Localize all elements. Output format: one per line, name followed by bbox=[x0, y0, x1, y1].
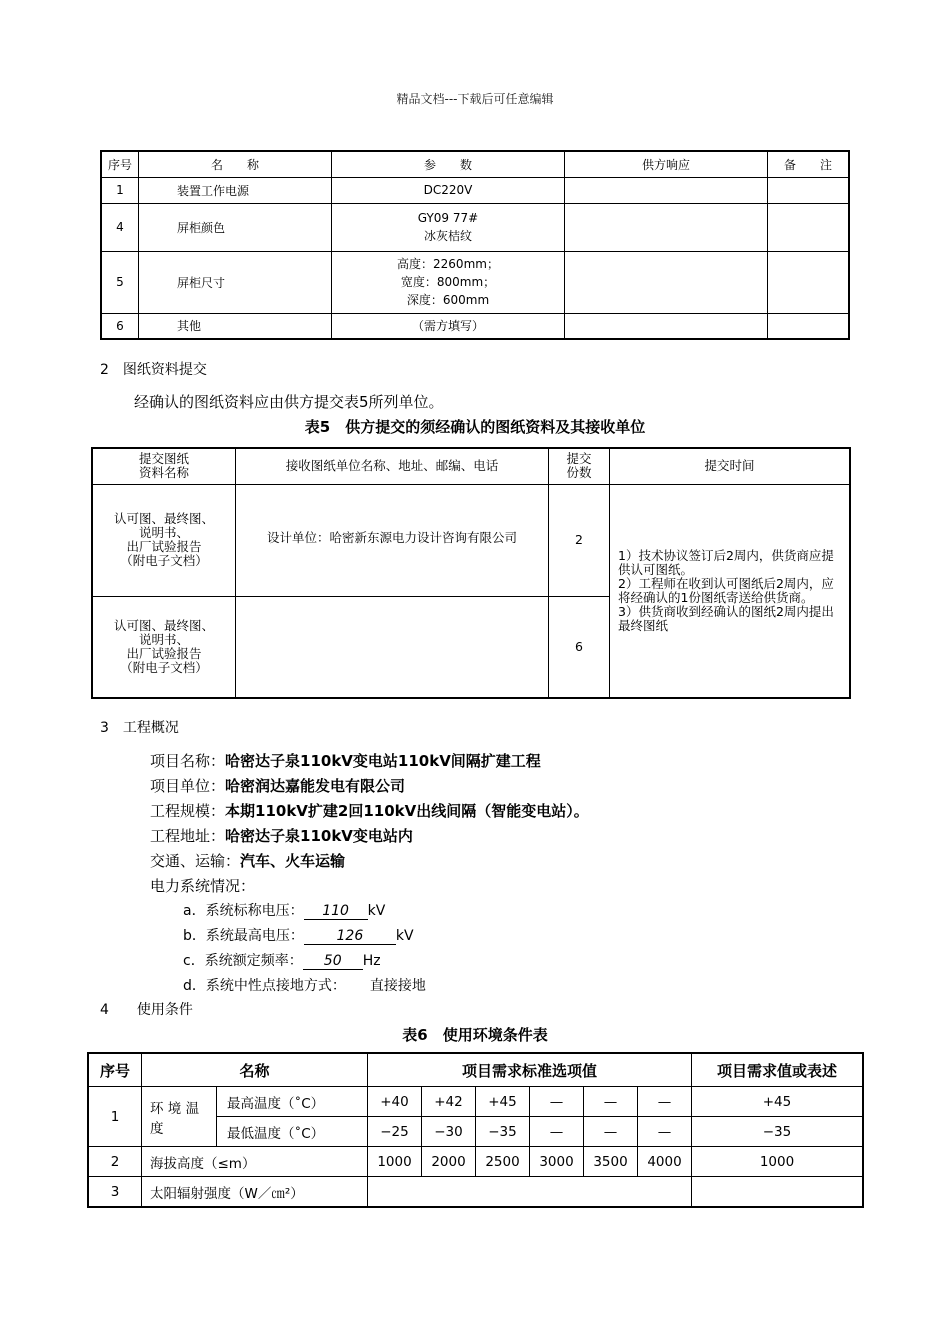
nominal-voltage-line bbox=[183, 900, 385, 920]
table-row bbox=[101, 203, 849, 251]
option-cell: 1000 bbox=[368, 1147, 422, 1177]
doc-line: 认可图、最终图、 bbox=[113, 511, 214, 526]
col-header-required: 项目需求值或表述 bbox=[692, 1053, 864, 1087]
info-label: 项目单位： bbox=[150, 777, 226, 795]
col-header-param: 参 数 bbox=[332, 151, 565, 177]
table-row bbox=[101, 177, 849, 203]
option-cell: 3000 bbox=[530, 1147, 584, 1177]
info-project-name bbox=[150, 750, 541, 771]
table-row bbox=[88, 1177, 863, 1208]
row-no: 1 bbox=[88, 1087, 142, 1147]
row-name: 海拔高度（≤m） bbox=[142, 1147, 368, 1177]
table-header-row bbox=[101, 151, 849, 177]
row-param bbox=[332, 251, 565, 313]
table-header-row bbox=[92, 448, 850, 484]
col-header-time: 提交时间 bbox=[610, 448, 851, 484]
doc-line: （附电子文档） bbox=[120, 553, 208, 568]
col-header-note: 备 注 bbox=[768, 151, 850, 177]
section-4-title: 4 使用条件 bbox=[100, 1002, 193, 1018]
option-cell: — bbox=[530, 1087, 584, 1117]
info-value: 哈密达子泉110kV变电站110kV间隔扩建工程 bbox=[225, 752, 541, 770]
row-note bbox=[768, 313, 850, 339]
table5-title: 表5 供方提交的须经确认的图纸资料及其接收单位 bbox=[304, 418, 646, 436]
row-docs bbox=[92, 484, 236, 596]
sub-unit: Hz bbox=[362, 953, 381, 969]
sub-label: a．系统标称电压： bbox=[183, 903, 304, 919]
col-header-no: 序号 bbox=[88, 1053, 142, 1087]
sub-value: 110 bbox=[304, 903, 368, 920]
row-name: 装置工作电源 bbox=[139, 177, 332, 203]
header-text: 提交图纸 资料名称 bbox=[138, 451, 189, 481]
info-project-scale bbox=[150, 800, 589, 821]
required-value bbox=[692, 1177, 864, 1208]
grounding-line bbox=[183, 975, 426, 995]
doc-line: 出厂试验报告 bbox=[126, 645, 202, 661]
sub-unit: kV bbox=[395, 928, 414, 944]
row-note bbox=[768, 251, 850, 313]
col-header-name: 名 称 bbox=[139, 151, 332, 177]
option-cell: +42 bbox=[422, 1087, 476, 1117]
option-cell: −35 bbox=[476, 1117, 530, 1147]
time-line: 3）供货商收到经确认的图纸2周内提出最终图纸 bbox=[618, 603, 834, 633]
param-line: 深度：600mm bbox=[406, 293, 490, 307]
sub-label: b．系统最高电压： bbox=[183, 928, 304, 944]
option-cell: +40 bbox=[368, 1087, 422, 1117]
row-count: 6 bbox=[549, 596, 610, 698]
option-cell: 4000 bbox=[638, 1147, 692, 1177]
row-no: 3 bbox=[88, 1177, 142, 1208]
sub-unit: kV bbox=[367, 903, 386, 919]
col-header-options: 项目需求标准选项值 bbox=[368, 1053, 692, 1087]
option-cell: +45 bbox=[476, 1087, 530, 1117]
info-transport bbox=[150, 850, 345, 871]
row-name: 太阳辐射强度（W／㎝²） bbox=[142, 1177, 368, 1208]
max-voltage-line bbox=[183, 925, 414, 945]
param-line: 宽度：800mm； bbox=[400, 275, 496, 289]
option-cell: 3500 bbox=[584, 1147, 638, 1177]
row-no: 2 bbox=[88, 1147, 142, 1177]
time-line: 2）工程师在收到认可图纸后2周内，应将经确认的1份图纸寄送给供货商。 bbox=[618, 575, 834, 605]
row-param: （需方填写） bbox=[332, 313, 565, 339]
doc-line: 认可图、最终图、 bbox=[113, 617, 214, 633]
section-2-title: 2 图纸资料提交 bbox=[100, 362, 207, 378]
section-3-title: 3 工程概况 bbox=[100, 720, 179, 736]
row-note bbox=[768, 177, 850, 203]
info-label: 交通、运输： bbox=[150, 852, 241, 870]
row-name: 屏柜颜色 bbox=[139, 203, 332, 251]
row-unit bbox=[236, 596, 549, 698]
param-line: 冰灰桔纹 bbox=[423, 229, 472, 243]
option-cell: — bbox=[584, 1087, 638, 1117]
row-response bbox=[565, 203, 768, 251]
col-header-unit: 接收图纸单位名称、地址、邮编、电话 bbox=[236, 448, 549, 484]
row-response bbox=[565, 313, 768, 339]
drawings-table bbox=[91, 447, 851, 699]
option-cell: — bbox=[638, 1117, 692, 1147]
row-no: 1 bbox=[101, 177, 139, 203]
col-header-no: 序号 bbox=[101, 151, 139, 177]
time-line: 1）技术协议签订后2周内，供货商应提供认可图纸。 bbox=[618, 547, 834, 577]
param-line: 高度：2260mm； bbox=[397, 257, 499, 271]
power-system-label: 电力系统情况： bbox=[150, 877, 256, 895]
sub-value: 50 bbox=[303, 953, 363, 970]
row-response bbox=[565, 177, 768, 203]
info-label: 工程地址： bbox=[150, 827, 226, 845]
option-cell: −30 bbox=[422, 1117, 476, 1147]
doc-line: 说明书、 bbox=[138, 631, 189, 647]
required-value: 1000 bbox=[692, 1147, 864, 1177]
section-2-paragraph: 经确认的图纸资料应由供方提交表5所列单位。 bbox=[134, 393, 444, 411]
row-response bbox=[565, 251, 768, 313]
row-name: 最高温度（˚C） bbox=[217, 1087, 368, 1117]
row-count: 2 bbox=[549, 484, 610, 596]
info-project-address bbox=[150, 825, 413, 846]
sub-label: c．系统额定频率： bbox=[183, 953, 303, 969]
required-value: −35 bbox=[692, 1117, 864, 1147]
row-name: 其他 bbox=[139, 313, 332, 339]
col-header-response: 供方响应 bbox=[565, 151, 768, 177]
row-no: 4 bbox=[101, 203, 139, 251]
row-note bbox=[768, 203, 850, 251]
row-param bbox=[332, 203, 565, 251]
option-cell: 2500 bbox=[476, 1147, 530, 1177]
info-value: 哈密润达嘉能发电有限公司 bbox=[225, 777, 406, 795]
col-header-count bbox=[549, 448, 610, 484]
sub-value: 126 bbox=[304, 928, 396, 945]
info-value: 哈密达子泉110kV变电站内 bbox=[225, 827, 413, 845]
option-cell: — bbox=[584, 1117, 638, 1147]
info-value: 本期110kV扩建2回110kV出线间隔（智能变电站）。 bbox=[225, 802, 589, 820]
frequency-line bbox=[183, 950, 381, 970]
doc-line: （附电子文档） bbox=[120, 659, 208, 675]
option-cell bbox=[368, 1177, 692, 1208]
table-header-row bbox=[88, 1053, 863, 1087]
doc-line: 说明书、 bbox=[138, 525, 189, 540]
param-line: GY09 77# bbox=[417, 211, 479, 225]
table-row bbox=[88, 1087, 863, 1117]
info-value: 汽车、火车运输 bbox=[240, 852, 346, 870]
sub-value: 直接接地 bbox=[369, 978, 426, 994]
info-label: 工程规模： bbox=[150, 802, 226, 820]
option-cell: — bbox=[530, 1117, 584, 1147]
row-name: 屏柜尺寸 bbox=[139, 251, 332, 313]
row-name: 最低温度（˚C） bbox=[217, 1117, 368, 1147]
submit-time-cell bbox=[610, 484, 851, 698]
header-text: 提交 份数 bbox=[566, 451, 592, 481]
header-note: 精品文档---下载后可任意编辑 bbox=[396, 92, 554, 106]
table-row bbox=[92, 484, 850, 596]
row-no: 6 bbox=[101, 313, 139, 339]
table-row bbox=[101, 313, 849, 339]
env-conditions-table bbox=[87, 1052, 864, 1208]
table-row bbox=[88, 1147, 863, 1177]
col-header-docs bbox=[92, 448, 236, 484]
row-group-name: 环 境 温 度 bbox=[142, 1087, 217, 1147]
row-docs bbox=[92, 596, 236, 698]
sub-label: d．系统中性点接地方式： bbox=[183, 978, 346, 994]
table6-title: 表6 使用环境条件表 bbox=[402, 1026, 548, 1044]
required-value: +45 bbox=[692, 1087, 864, 1117]
table-row bbox=[101, 251, 849, 313]
info-project-unit bbox=[150, 775, 405, 796]
row-param: DC220V bbox=[332, 177, 565, 203]
doc-line: 出厂试验报告 bbox=[126, 539, 202, 554]
option-cell: 2000 bbox=[422, 1147, 476, 1177]
params-table bbox=[100, 150, 850, 340]
row-unit: 设计单位：哈密新东源电力设计咨询有限公司 bbox=[236, 484, 549, 596]
info-label: 项目名称： bbox=[150, 752, 226, 770]
col-header-name: 名称 bbox=[142, 1053, 368, 1087]
row-no: 5 bbox=[101, 251, 139, 313]
option-cell: — bbox=[638, 1087, 692, 1117]
option-cell: −25 bbox=[368, 1117, 422, 1147]
